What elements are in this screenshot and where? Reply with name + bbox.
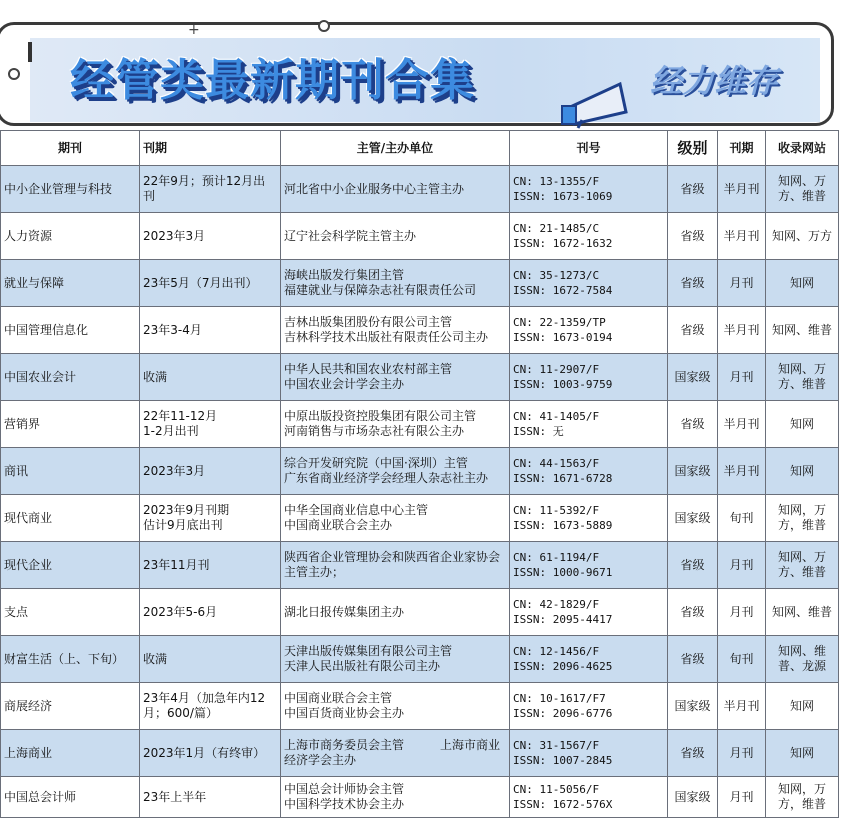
cell-period: 23年上半年: [140, 777, 281, 818]
table-row: [1, 401, 839, 448]
cell-level: 国家级: [668, 354, 718, 401]
cell-frequency: 旬刊: [718, 495, 766, 542]
header-frequency: 刊期: [718, 131, 766, 166]
cell-frequency: 半月刊: [718, 401, 766, 448]
cell-issn-number: CN: 11-5056/F ISSN: 1672-576X: [510, 777, 668, 818]
cell-level: 省级: [668, 401, 718, 448]
cell-journal-name: 中国总会计师: [1, 777, 140, 818]
cell-journal-name: 支点: [1, 589, 140, 636]
cell-level: 国家级: [668, 448, 718, 495]
cell-organizer: 湖北日报传媒集团主办: [281, 589, 510, 636]
cell-indexed-sites: 知网: [766, 260, 839, 307]
cell-indexed-sites: 知网: [766, 683, 839, 730]
header-period: 刊期: [140, 131, 281, 166]
cell-issn-number: CN: 22-1359/TP ISSN: 1673-0194: [510, 307, 668, 354]
cell-issn-number: CN: 21-1485/C ISSN: 1672-1632: [510, 213, 668, 260]
cell-level: 省级: [668, 636, 718, 683]
frame-dot-icon: [8, 68, 20, 80]
table-header-row: [1, 131, 839, 166]
cell-indexed-sites: 知网、万方、维普: [766, 354, 839, 401]
cell-issn-number: CN: 61-1194/F ISSN: 1000-9671: [510, 542, 668, 589]
cell-level: 省级: [668, 213, 718, 260]
cell-journal-name: 中国农业会计: [1, 354, 140, 401]
cell-period: 23年11月刊: [140, 542, 281, 589]
banner: [0, 18, 838, 130]
cell-journal-name: 现代企业: [1, 542, 140, 589]
cell-issn-number: CN: 11-5392/F ISSN: 1673-5889: [510, 495, 668, 542]
cell-level: 国家级: [668, 683, 718, 730]
table-row: [1, 589, 839, 636]
cell-issn-number: CN: 41-1405/F ISSN: 无: [510, 401, 668, 448]
header-indexed-sites: 收录网站: [766, 131, 839, 166]
cell-period: 23年3-4月: [140, 307, 281, 354]
table-row: [1, 307, 839, 354]
cell-period: 23年5月（7月出刊）: [140, 260, 281, 307]
cell-journal-name: 就业与保障: [1, 260, 140, 307]
cell-journal-name: 商展经济: [1, 683, 140, 730]
table-row: [1, 448, 839, 495]
cell-frequency: 月刊: [718, 730, 766, 777]
cell-journal-name: 商讯: [1, 448, 140, 495]
cell-frequency: 旬刊: [718, 636, 766, 683]
cell-period: 收满: [140, 636, 281, 683]
cell-organizer: 中国总会计师协会主管 中国科学技术协会主办: [281, 777, 510, 818]
cell-journal-name: 上海商业: [1, 730, 140, 777]
frame-plus-icon: +: [188, 22, 200, 38]
cell-issn-number: CN: 10-1617/F7 ISSN: 2096-6776: [510, 683, 668, 730]
megaphone-icon: [560, 78, 640, 130]
cell-frequency: 半月刊: [718, 448, 766, 495]
cell-period: 22年9月；预计12月出刊: [140, 166, 281, 213]
cell-period: 23年4月（加急年内12月；600/篇）: [140, 683, 281, 730]
cell-frequency: 半月刊: [718, 166, 766, 213]
cell-level: 省级: [668, 260, 718, 307]
cell-period: 2023年5-6月: [140, 589, 281, 636]
cell-issn-number: CN: 12-1456/F ISSN: 2096-4625: [510, 636, 668, 683]
cell-organizer: 中华人民共和国农业农村部主管 中国农业会计学会主办: [281, 354, 510, 401]
cell-organizer: 陕西省企业管理协会和陕西省企业家协会主管主办；: [281, 542, 510, 589]
cell-level: 省级: [668, 542, 718, 589]
table-row: [1, 166, 839, 213]
cell-period: 22年11-12月 1-2月出刊: [140, 401, 281, 448]
cell-period: 收满: [140, 354, 281, 401]
cell-level: 省级: [668, 730, 718, 777]
header-organizer: 主管/主办单位: [281, 131, 510, 166]
cell-indexed-sites: 知网，万方，维普: [766, 495, 839, 542]
cell-level: 国家级: [668, 777, 718, 818]
cell-indexed-sites: 知网、万方、维普: [766, 166, 839, 213]
cell-journal-name: 中国管理信息化: [1, 307, 140, 354]
cell-indexed-sites: 知网: [766, 448, 839, 495]
cell-issn-number: CN: 13-1355/F ISSN: 1673-1069: [510, 166, 668, 213]
cell-frequency: 半月刊: [718, 213, 766, 260]
cell-indexed-sites: 知网: [766, 730, 839, 777]
table-row: [1, 213, 839, 260]
cell-frequency: 月刊: [718, 589, 766, 636]
cell-indexed-sites: 知网、维普: [766, 589, 839, 636]
cell-level: 省级: [668, 589, 718, 636]
cell-level: 国家级: [668, 495, 718, 542]
cell-organizer: 海峡出版发行集团主管 福建就业与保障杂志社有限责任公司: [281, 260, 510, 307]
banner-script: 经力维存: [650, 62, 779, 100]
banner-title: 经管类最新期刊合集: [70, 55, 475, 106]
cell-journal-name: 人力资源: [1, 213, 140, 260]
cell-issn-number: CN: 42-1829/F ISSN: 2095-4417: [510, 589, 668, 636]
table-row: [1, 730, 839, 777]
cell-period: 2023年3月: [140, 213, 281, 260]
cell-organizer: 综合开发研究院（中国·深圳）主管 广东省商业经济学会经理人杂志社主办: [281, 448, 510, 495]
table-row: [1, 683, 839, 730]
cell-organizer: 中原出版投资控股集团有限公司主管 河南销售与市场杂志社有限公主办: [281, 401, 510, 448]
cell-period: 2023年3月: [140, 448, 281, 495]
cell-organizer: 辽宁社会科学院主管主办: [281, 213, 510, 260]
header-issn: 刊号: [510, 131, 668, 166]
cell-level: 省级: [668, 307, 718, 354]
cell-journal-name: 营销界: [1, 401, 140, 448]
cell-journal-name: 现代商业: [1, 495, 140, 542]
header-journal: 期刊: [1, 131, 140, 166]
cell-issn-number: CN: 44-1563/F ISSN: 1671-6728: [510, 448, 668, 495]
cell-frequency: 半月刊: [718, 307, 766, 354]
header-level: 级别: [668, 131, 718, 166]
cell-indexed-sites: 知网: [766, 401, 839, 448]
cell-level: 省级: [668, 166, 718, 213]
table-row: [1, 777, 839, 818]
table-row: [1, 542, 839, 589]
journal-table: [0, 130, 839, 818]
cell-frequency: 月刊: [718, 777, 766, 818]
table-row: [1, 260, 839, 307]
cell-indexed-sites: 知网，万方，维普: [766, 777, 839, 818]
cell-frequency: 月刊: [718, 260, 766, 307]
cell-indexed-sites: 知网、万方: [766, 213, 839, 260]
cell-issn-number: CN: 35-1273/C ISSN: 1672-7584: [510, 260, 668, 307]
cell-organizer: 上海市商务委员会主管 上海市商业经济学会主办: [281, 730, 510, 777]
frame-dot-icon: [318, 20, 330, 32]
table-row: [1, 495, 839, 542]
cell-organizer: 中国商业联合会主管 中国百货商业协会主办: [281, 683, 510, 730]
cell-period: 2023年1月（有终审）: [140, 730, 281, 777]
cell-organizer: 河北省中小企业服务中心主管主办: [281, 166, 510, 213]
cell-period: 2023年9月刊期 估计9月底出刊: [140, 495, 281, 542]
table-row: [1, 354, 839, 401]
table-row: [1, 636, 839, 683]
cell-issn-number: CN: 31-1567/F ISSN: 1007-2845: [510, 730, 668, 777]
frame-bar-icon: [28, 42, 32, 62]
cell-indexed-sites: 知网、维普、龙源: [766, 636, 839, 683]
cell-organizer: 吉林出版集团股份有限公司主管 吉林科学技术出版社有限责任公司主办: [281, 307, 510, 354]
cell-frequency: 月刊: [718, 542, 766, 589]
cell-journal-name: 财富生活（上、下旬）: [1, 636, 140, 683]
cell-journal-name: 中小企业管理与科技: [1, 166, 140, 213]
cell-frequency: 半月刊: [718, 683, 766, 730]
cell-organizer: 中华全国商业信息中心主管 中国商业联合会主办: [281, 495, 510, 542]
cell-indexed-sites: 知网、万方、维普: [766, 542, 839, 589]
cell-indexed-sites: 知网、维普: [766, 307, 839, 354]
cell-issn-number: CN: 11-2907/F ISSN: 1003-9759: [510, 354, 668, 401]
cell-frequency: 月刊: [718, 354, 766, 401]
cell-organizer: 天津出版传媒集团有限公司主管 天津人民出版社有限公司主办: [281, 636, 510, 683]
